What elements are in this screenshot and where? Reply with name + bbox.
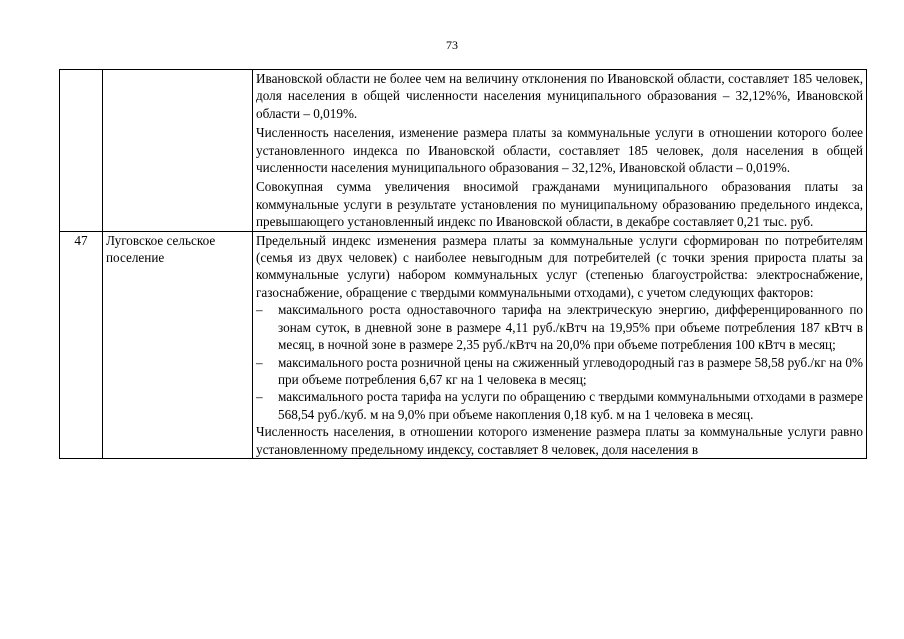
list-item — [256, 301, 863, 353]
factors-list — [256, 301, 863, 423]
page-number: 73 — [446, 38, 458, 52]
factor-text: максимального роста розничной цены на сжиженный углеводородный газ в размере 58,58 руб./кг на 0% при объеме потребления 6,67 кг на 1 человека в месяц; — [278, 354, 863, 387]
factor-text: максимального роста тарифа на услуги по обращению с твердыми коммунальными отходами в размере 568,54 руб./куб. м на 9,0% при объеме накопления 0,18 куб. м на 1 человека в месяц. — [278, 389, 863, 422]
description-cell — [253, 70, 867, 232]
paragraph: Ивановской области не более чем на величину отклонения по Ивановской области, составляет 185 человек, доля населения в общей численности населения муниципального образования – 32,12%%, Ивановской области – 0,019%. — [256, 71, 863, 121]
row-number-cell — [60, 70, 103, 232]
list-item — [256, 354, 863, 389]
closing-paragraph: Численность населения, в отношении которого изменение размера платы за коммунальные услуги равно установленному предельному индексу, составляет 8 человек, доля населения в — [256, 424, 863, 457]
description-cell — [253, 231, 867, 458]
table-row — [60, 231, 867, 458]
list-item — [256, 388, 863, 423]
list-dash: – — [256, 389, 263, 405]
indices-table — [59, 69, 867, 459]
municipality-name-cell — [103, 70, 253, 232]
table-row — [60, 70, 867, 232]
intro-paragraph: Предельный индекс изменения размера платы за коммунальные услуги сформирован по потребителям (семья из двух человек) с наиболее невыгодным для потребителей (с точки зрения прироста платы за коммунальные услуги) набором коммунальных услуг (степенью благоустройства: электроснабжение, газоснабжение, обращение с твердыми коммунальными отходами), с учетом следующих факторов: — [256, 232, 863, 300]
municipality-name-cell: Луговское сельское поселение — [103, 231, 253, 458]
row-number-cell: 47 — [60, 231, 103, 458]
paragraph: Совокупная сумма увеличения вносимой гражданами муниципального образования платы за коммунальные услуги в результате установления по муниципальному образованию предельного индекса, превышающего установленный индекс по Ивановской области, в декабре составляет 0,21 тыс. руб. — [256, 179, 863, 230]
factor-text: максимального роста одноставочного тарифа на электрическую энергию, дифференцированного по зонам суток, в дневной зоне в размере 4,11 руб./кВтч на 19,95% при объеме потребления 187 кВтч в месяц, в ночной зоне в размере 2,35 руб./кВтч на 20,0% при объеме потребления 100 кВтч в месяц; — [278, 302, 863, 353]
list-dash: – — [256, 354, 263, 370]
list-dash: – — [256, 302, 263, 318]
paragraph: Численность населения, изменение размера платы за коммунальные услуги в отношении которого более установленного индекса по Ивановской области, составляет 185 человек, доля населения в общей численности населения муниципального образования – 32,12%, Ивановской области – 0,019%. — [256, 125, 863, 176]
